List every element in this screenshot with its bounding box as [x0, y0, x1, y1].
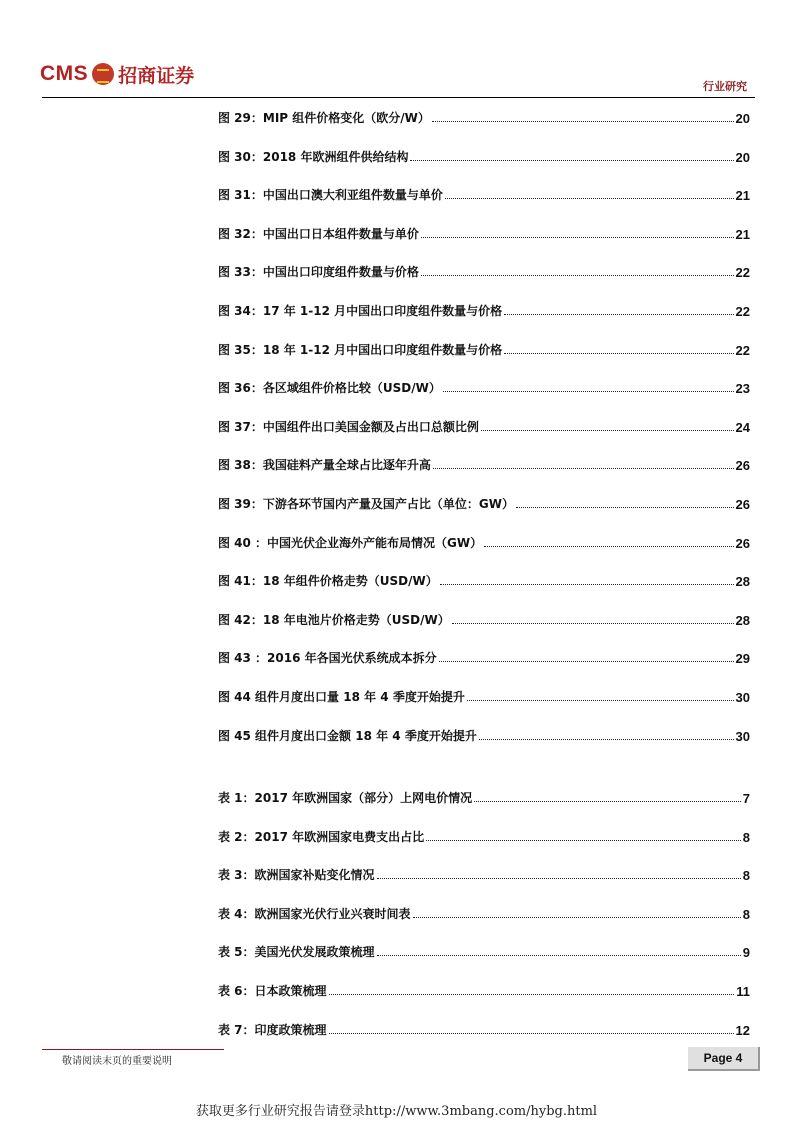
toc-entry[interactable] — [218, 222, 750, 242]
promo-link[interactable]: 获取更多行业研究报告请登录http://www.3mbang.com/hybg.html — [195, 1104, 598, 1119]
toc-entry[interactable] — [218, 724, 750, 744]
toc-entry-page: 8 — [742, 868, 750, 884]
toc-entry-page: 28 — [735, 612, 750, 628]
toc-entry-page: 20 — [735, 149, 750, 165]
toc-entry-page: 20 — [735, 111, 750, 126]
logo-chinese-text: 招商证券 — [118, 64, 195, 87]
toc-entry[interactable] — [218, 940, 750, 960]
toc-entry[interactable] — [218, 260, 750, 280]
toc-entry-title: 图 31：中国出口澳大利亚组件数量与单价 — [218, 188, 443, 203]
toc-leader-dots — [439, 661, 734, 662]
toc-entry[interactable] — [218, 145, 750, 165]
logo-emblem-icon — [92, 63, 114, 85]
toc-entry-page: 26 — [735, 497, 750, 512]
toc-entry-title: 图 33：中国出口印度组件数量与价格 — [218, 265, 419, 280]
toc-entry[interactable] — [218, 106, 750, 126]
toc-entry-title: 表 3：欧洲国家补贴变化情况 — [218, 868, 375, 883]
toc-leader-dots — [474, 801, 741, 802]
toc-entry-page: 12 — [735, 1022, 750, 1038]
toc-leader-dots — [410, 160, 733, 161]
toc-leader-dots — [433, 468, 734, 469]
toc-leader-dots — [329, 1033, 734, 1034]
toc-entry-page: 8 — [742, 829, 750, 845]
page-header — [0, 0, 793, 100]
section-label: 行业研究 — [703, 80, 747, 93]
toc-leader-dots — [421, 237, 734, 238]
toc-entry[interactable] — [218, 608, 750, 628]
toc-leader-dots — [452, 623, 734, 624]
toc-entry-page: 7 — [742, 791, 750, 806]
toc-entry[interactable] — [218, 863, 750, 883]
toc-entry-title: 表 1：2017 年欧洲国家（部分）上网电价情况 — [218, 791, 473, 805]
toc-entry-title: 表 2：2017 年欧洲国家电费支出占比 — [218, 829, 425, 844]
toc-entry[interactable] — [218, 979, 750, 999]
toc-leader-dots — [445, 198, 734, 199]
toc-leader-dots — [467, 700, 734, 701]
page-number: Page 4 — [688, 1047, 760, 1071]
toc-entry-page: 23 — [735, 381, 750, 397]
toc-leader-dots — [443, 391, 734, 392]
toc-leader-dots — [421, 275, 734, 276]
toc-entry-title: 图 38：我国硅料产量全球占比逐年升高 — [218, 458, 431, 473]
toc-entry-page: 21 — [735, 188, 750, 204]
toc-entry-title: 图 42：18 年电池片价格走势（USD/W） — [218, 612, 450, 627]
toc-leader-dots — [432, 121, 734, 122]
toc-entry-title: 图 37：中国组件出口美国金额及占出口总额比例 — [218, 419, 479, 434]
toc-entry-page: 9 — [742, 945, 750, 961]
toc-entry-title: 图 29：MIP 组件价格变化（欧分/W） — [218, 111, 430, 125]
toc-entry-title: 图 30：2018 年欧洲组件供给结构 — [218, 149, 409, 164]
toc-entry[interactable] — [218, 685, 750, 705]
toc-entry[interactable] — [218, 825, 750, 845]
header-divider — [42, 97, 755, 98]
toc-entry-title: 图 41：18 年组件价格走势（USD/W） — [218, 574, 438, 589]
toc-entry[interactable] — [218, 183, 750, 203]
toc-entry[interactable] — [218, 376, 750, 396]
footer-disclaimer: 敬请阅读末页的重要说明 — [62, 1056, 172, 1067]
toc-entry-title: 表 4：欧洲国家光伏行业兴衰时间表 — [218, 906, 411, 921]
toc-leader-dots — [481, 430, 734, 431]
toc-entry[interactable] — [218, 786, 750, 806]
toc-entry-page: 24 — [735, 419, 750, 435]
toc-entry-page: 22 — [735, 265, 750, 281]
toc-leader-dots — [504, 353, 733, 354]
toc-leader-dots — [479, 739, 734, 740]
toc-entry-page: 11 — [736, 984, 750, 999]
toc-entry[interactable] — [218, 492, 750, 512]
toc-entry[interactable] — [218, 531, 750, 551]
toc-entry[interactable] — [218, 569, 750, 589]
toc-entry-page: 21 — [735, 226, 750, 242]
toc-entry[interactable] — [218, 902, 750, 922]
footer-divider — [42, 1049, 224, 1050]
toc-entry-title: 图 34：17 年 1-12 月中国出口印度组件数量与价格 — [218, 304, 503, 318]
company-logo — [40, 58, 194, 90]
toc-entry[interactable] — [218, 415, 750, 435]
toc-leader-dots — [413, 917, 741, 918]
toc-leader-dots — [440, 584, 734, 585]
toc-entry-title: 图 32：中国出口日本组件数量与单价 — [218, 226, 419, 241]
toc-leader-dots — [377, 878, 741, 879]
toc-entry-page: 8 — [742, 906, 750, 922]
toc-entry[interactable] — [218, 299, 750, 319]
toc-entry-title: 图 44 组件月度出口量 18 年 4 季度开始提升 — [218, 690, 465, 704]
toc-entry-page: 22 — [735, 304, 750, 319]
toc-entry-page: 29 — [735, 651, 750, 667]
logo-latin-text: CMS — [40, 62, 89, 85]
toc-leader-dots — [504, 314, 733, 315]
toc-leader-dots — [484, 546, 733, 547]
toc-entry-title: 图 36：各区域组件价格比较（USD/W） — [218, 381, 441, 396]
toc-entry-title: 图 39：下游各环节国内产量及国产占比（单位：GW） — [218, 497, 514, 511]
toc-leader-dots — [426, 840, 741, 841]
toc-entry[interactable] — [218, 453, 750, 473]
toc-entry-page: 26 — [735, 535, 750, 551]
toc-entry-title: 表 7：印度政策梳理 — [218, 1022, 327, 1037]
toc-entry-title: 图 40 ：中国光伏企业海外产能布局情况（GW） — [218, 535, 483, 550]
toc-entry[interactable] — [218, 338, 750, 358]
toc-leader-dots — [329, 994, 735, 995]
toc-entry-title: 表 5：美国光伏发展政策梳理 — [218, 945, 375, 960]
toc-leader-dots — [377, 955, 741, 956]
toc-entry-title: 图 43 ：2016 年各国光伏系统成本拆分 — [218, 651, 437, 666]
toc-leader-dots — [516, 507, 734, 508]
toc-entry-title: 表 6：日本政策梳理 — [218, 984, 327, 998]
toc-entry-page: 30 — [735, 690, 750, 705]
toc-entry[interactable] — [218, 646, 750, 666]
toc-entry-page: 30 — [735, 728, 750, 744]
toc-entry[interactable] — [218, 1018, 750, 1038]
toc-entry-page: 28 — [735, 574, 750, 590]
toc-entry-title: 图 35：18 年 1-12 月中国出口印度组件数量与价格 — [218, 342, 503, 357]
toc-entry-page: 26 — [735, 458, 750, 474]
toc-entry-title: 图 45 组件月度出口金额 18 年 4 季度开始提升 — [218, 728, 477, 743]
toc-entry-page: 22 — [735, 342, 750, 358]
